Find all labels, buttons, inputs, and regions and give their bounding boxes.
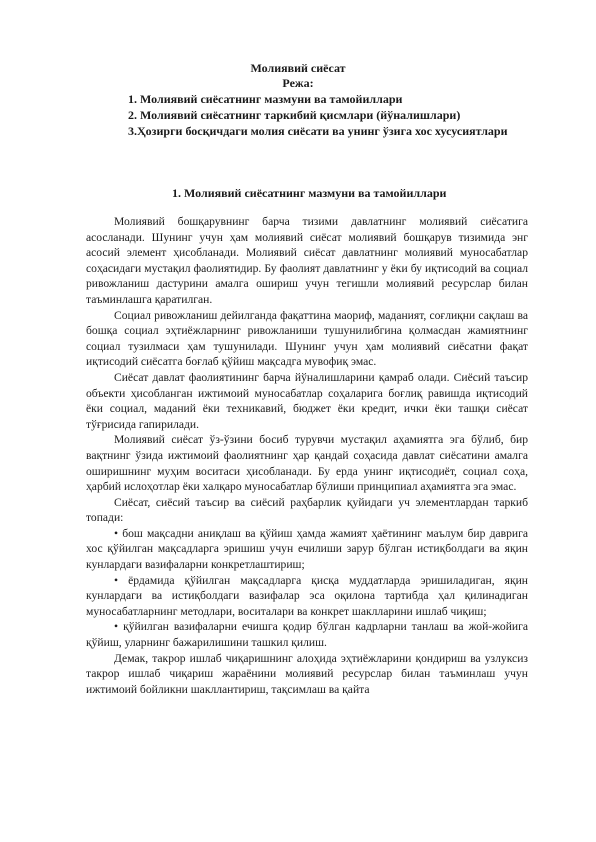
- plan-item-3: 3.Ҳозирги босқичдаги молия сиёсати ва унинг ўзига хос хусусиятлари: [128, 124, 508, 138]
- plan-item-1: 1. Молиявий сиёсатнинг мазмуни ва тамойиллари: [128, 92, 403, 106]
- document-title: Молиявий сиёсат: [250, 61, 346, 75]
- paragraph: Сиёсат, сиёсий таъсир ва сиёсий раҳбарлик қуйидаги уч элементлардан таркиб топади:: [86, 495, 528, 525]
- plan-item-2: 2. Молиявий сиёсатнинг таркибий қисмлари (йўналишлари): [128, 108, 461, 122]
- plan-label: Режа:: [282, 76, 314, 90]
- paragraph: Молиявий бошқарувнинг барча тизими давлатнинг молиявий сиёсатига асосланади. Шунинг учун ҳам молиявий сиёсат молиявий бошқарув тизимида энг асосий элемент ҳисобланади. Молиявий сиёсат давлатнинг молиявий муносабатлар соҳасидаги мустақил фаолиятидир. Бу фаолият давлатнинг у ёки бу иқтисодий ва социал ривожланиш дастурини амалга ошириш учун тегишли молиявий ресурслар билан таъминлашга қаратилган.: [86, 215, 528, 306]
- body-text: [86, 214, 528, 697]
- section-heading: 1. Молиявий сиёсатнинг мазмуни ва тамойиллари: [172, 186, 447, 200]
- bullet-item: • ёрдамида қўйилган мақсадларга қисқа муддатларда эришиладиган, яқин кунлардаги ва истиқболдаги вазифалар эса оқилона тартибда ҳал қилинадиган муносабатларнинг методлари, воситалари ва конкрет шаклларини ишлаб чиқиш;: [86, 573, 528, 618]
- bullet-item: • бош мақсадни аниқлаш ва қўйиш ҳамда жамият ҳаётининг маълум бир даврига хос қўйилган мақсадларга эришиш учун ечилиши зарур бўлган истиқболдаги ва яқин кунлардаги вазифаларни конкретлаштириш;: [86, 526, 528, 572]
- bullet-item: • қўйилган вазифаларни ечишга қодир бўлган кадрларни танлаш ва жой-жойига қўйиш, уларнинг бажарилишини ташкил қилиш.: [86, 620, 528, 650]
- paragraph: Демак, такрор ишлаб чиқаришнинг алоҳида эҳтиёжларини қондириш ва узлуксиз такрор ишлаб чиқариш жараёнини молиявий ресурслар билан таъминлаш учун ижтимоий бойликни шакллантириш, тақсимлаш ва қайта: [86, 651, 528, 696]
- paragraph: Сиёсат давлат фаолиятининг барча йўналишларини қамраб олади. Сиёсий таъсир объекти ҳисобланган ижтимоий муносабатлар соҳаларига боғлиқ равишда иқтисодий ёки социал, маданий ёки техникавий, бюджет ёки кредит, ички ёки ташқи сиёсат тўғрисида гапирилади.: [86, 370, 528, 431]
- paragraph: Молиявий сиёсат ўз-ўзини босиб турувчи мустақил аҳамиятга эга бўлиб, бир вақтнинг ўзида ижтимоий фаолиятнинг ҳар қандай соҳасида давлат сиёсатини амалга оширишнинг муҳим воситаси ҳисобланади. Бу ерда унинг иқтисодиёт, социал соҳа, ҳарбий ислоҳотлар ёки халқаро муносабатлар бўлиши принципиал аҳамиятга эга эмас.: [86, 433, 528, 494]
- paragraph: Социал ривожланиш дейилганда фақаттина мaориф, маданият, соғлиқни сақлаш ва бошқа социал эҳтиёжларнинг ривожланиши тушунилибгина қолмасдан жамиятнинг социал тузилмаси ҳам тушунилади. Шунинг учун ҳам молиявий сиёсатни фақат иқтисодий сиёсатга боғлаб қўйиш мақсадга мувофиқ эмас.: [86, 308, 528, 369]
